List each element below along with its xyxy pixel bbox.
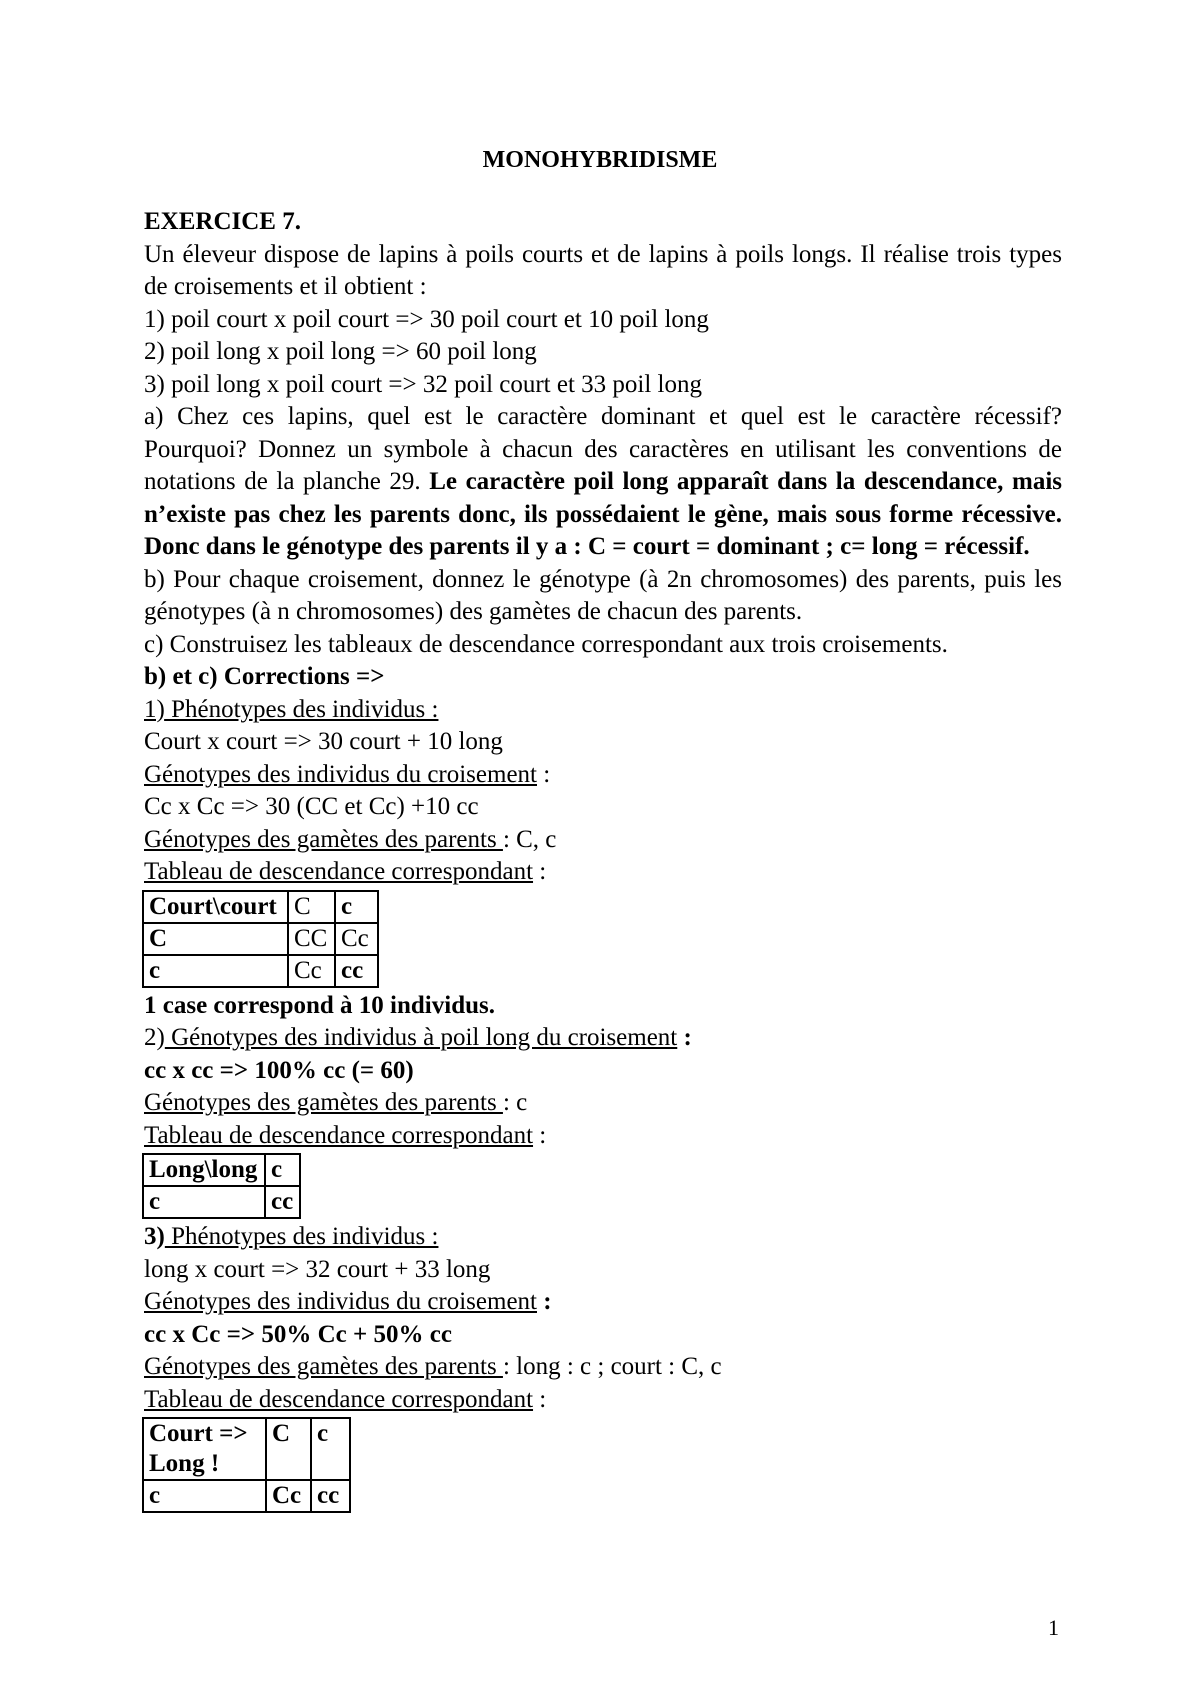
table-cell: Long\long <box>143 1154 265 1186</box>
table-cell: Cc <box>288 955 335 987</box>
section2-gam-value: : c <box>502 1089 528 1116</box>
section3-genotypes-heading <box>144 1286 1062 1319</box>
question-a <box>144 401 1062 564</box>
table-row <box>143 1418 350 1480</box>
table-cell: C <box>143 923 288 955</box>
section1-geno-label: Génotypes des individus du croisement <box>144 760 537 788</box>
section2-table-heading <box>144 1120 1062 1153</box>
section1-pheno-label: Phénotypes des individus <box>164 695 432 723</box>
cross-3: 3) poil long x poil court => 32 poil court et 33 poil long <box>144 370 703 398</box>
table-cell: c <box>335 891 378 923</box>
section1-pheno-colon: : <box>431 695 439 723</box>
section1-gametes <box>144 824 1062 857</box>
section1-geno-colon: : <box>537 760 551 788</box>
section3-geno-colon: : <box>537 1288 552 1315</box>
section1-descent-table <box>142 890 379 988</box>
table-cell: Cc <box>266 1480 311 1512</box>
section3-genotypes-value: cc x Cc => 50% Cc + 50% cc <box>144 1320 452 1348</box>
section1-number: 1) <box>144 695 165 723</box>
table-row <box>143 955 378 987</box>
section3-table-colon: : <box>533 1385 547 1413</box>
question-a-text: a) Chez ces lapins, quel est le caractère dominant et quel est le caractère récessif? Pourquoi? Donnez un symbole à chacun des caractères en utilisant les conventions de notations de la planche 29. <box>144 403 1062 495</box>
section2-genotypes-value: cc x cc => 100% cc (= 60) <box>144 1056 414 1084</box>
exercise-heading: EXERCICE 7. <box>144 208 301 235</box>
table-cell: cc <box>265 1186 300 1218</box>
section2-genotypes-heading <box>144 1022 1062 1055</box>
table-cell: Court\court <box>143 891 288 923</box>
table-row <box>143 1186 300 1218</box>
page-number: 1 <box>1048 1615 1059 1640</box>
section2-table-colon: : <box>533 1121 547 1149</box>
table-cell: C <box>288 891 335 923</box>
section1-table-label: Tableau de descendance correspondant <box>144 858 534 885</box>
table-cell: c <box>143 1186 265 1218</box>
section3-pheno-label: Phénotypes des individus <box>164 1223 432 1250</box>
section1-gam-value: : C, c <box>502 825 557 853</box>
section2-number: 2) <box>144 1024 165 1051</box>
section3-table-heading <box>144 1384 1062 1417</box>
section1-table-colon: : <box>533 858 547 885</box>
table-cell <box>143 1418 266 1480</box>
section1-genotypes-heading <box>144 759 1062 792</box>
section3-phenotypes-heading <box>144 1221 1062 1254</box>
section2-descent-table <box>142 1153 301 1219</box>
table-cell: cc <box>335 955 378 987</box>
section1-phenotypes-value: Court x court => 30 court + 10 long <box>144 728 503 755</box>
table-row <box>143 891 378 923</box>
table-cell: CC <box>288 923 335 955</box>
section1-phenotypes-heading <box>144 694 1062 727</box>
section2-gam-label: Génotypes des gamètes des parents <box>144 1089 503 1116</box>
corner-line-1: Court => <box>149 1420 248 1447</box>
answer-a: Le caractère poil long apparaît dans la descendance, mais n’existe pas chez les parents donc, ils possédaient le gène, mais sous forme récessive. Donc dans le génotype des parents il y a : C = court = dominant ; c= long = récessif. <box>144 468 1062 560</box>
section1-genotypes-value: Cc x Cc => 30 (CC et Cc) +10 cc <box>144 793 479 820</box>
section2-table-label: Tableau de descendance correspondant <box>144 1121 534 1149</box>
table-cell: Cc <box>335 923 378 955</box>
corner-line-2: Long ! <box>149 1450 220 1477</box>
section3-gametes <box>144 1351 1062 1384</box>
section3-pheno-colon: : <box>431 1223 439 1250</box>
table-cell: C <box>266 1418 311 1480</box>
question-c: c) Construisez les tableaux de descendance correspondant aux trois croisements. <box>144 630 948 658</box>
section1-note: 1 case correspond à 10 individus. <box>144 991 495 1019</box>
cross-2: 2) poil long x poil long => 60 poil long <box>144 338 537 365</box>
table-cell: c <box>143 955 288 987</box>
section3-descent-table <box>142 1417 351 1513</box>
exercise-intro: Un éleveur dispose de lapins à poils courts et de lapins à poils longs. Il réalise trois types de croisements et il obtient : <box>144 240 1062 300</box>
table-cell: c <box>311 1418 350 1480</box>
table-cell: cc <box>311 1480 350 1512</box>
section3-gam-label: Génotypes des gamètes des parents <box>144 1353 503 1380</box>
section2-geno-label: Génotypes des individus à poil long du croisement <box>164 1024 678 1051</box>
table-cell: c <box>265 1154 300 1186</box>
table-row <box>143 1480 350 1512</box>
document-body <box>144 206 1062 1515</box>
section3-phenotypes-value: long x court => 32 court + 33 long <box>144 1255 491 1283</box>
table-row <box>143 923 378 955</box>
question-b: b) Pour chaque croisement, donnez le génotype (à 2n chromosomes) des parents, puis les génotypes (à n chromosomes) des gamètes de chacun des parents. <box>144 565 1062 625</box>
table-cell: c <box>143 1480 266 1512</box>
section3-number: 3) <box>144 1223 165 1250</box>
section1-table-heading <box>144 856 1062 889</box>
section3-gam-value: : long : c ; court : C, c <box>502 1353 722 1380</box>
section2-gametes <box>144 1087 1062 1120</box>
page-title: MONOHYBRIDISME <box>482 147 718 173</box>
section3-geno-label: Génotypes des individus du croisement <box>144 1288 537 1315</box>
table-row <box>143 1154 300 1186</box>
section2-geno-colon: : <box>677 1024 692 1051</box>
cross-1: 1) poil court x poil court => 30 poil court et 10 poil long <box>144 305 709 333</box>
section3-table-label: Tableau de descendance correspondant <box>144 1385 534 1413</box>
section1-gam-label: Génotypes des gamètes des parents <box>144 825 503 853</box>
corrections-heading: b) et c) Corrections => <box>144 663 385 690</box>
